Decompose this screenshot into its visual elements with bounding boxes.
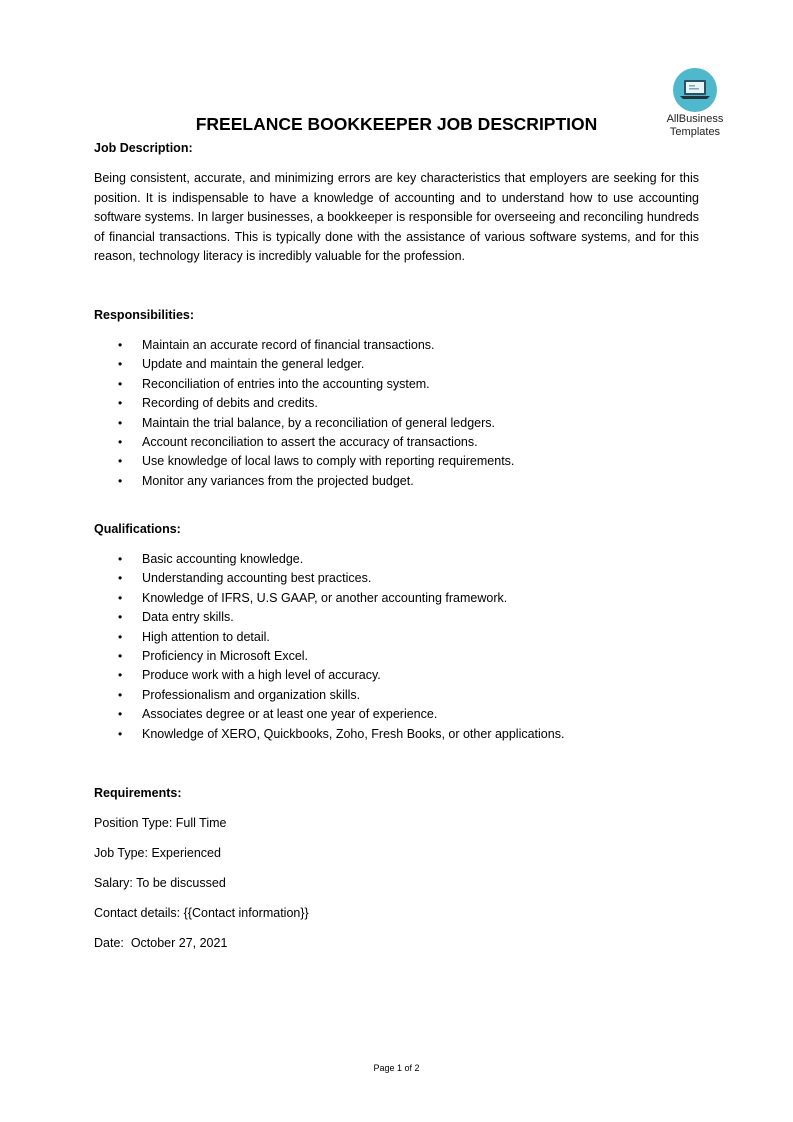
bullet-icon: • (118, 571, 123, 586)
bullet-icon: • (118, 473, 123, 488)
page-number: Page 1 of 2 (373, 1063, 420, 1073)
list-item: • Understanding accounting best practices. (94, 569, 699, 588)
list-item: • Update and maintain the general ledger. (94, 355, 699, 374)
list-item: • Produce work with a high level of accuracy. (94, 666, 699, 685)
list-item: • Monitor any variances from the projected budget. (94, 472, 699, 491)
document-title: FREELANCE BOOKKEEPER JOB DESCRIPTION (195, 114, 598, 134)
job-description-text: Being consistent, accurate, and minimizing errors are key characteristics that employers are seeking for this position. It is indispensable to have a knowledge of accounting and to understand how to use accounting software systems. In larger businesses, a bookkeeper is responsible for overseeing and reconciling hundreds of financial transactions. This is typically done with the assistance of various software systems, and for this reason, technology literacy is incredibly valuable for the profession. (94, 171, 699, 264)
bullet-icon: • (118, 648, 123, 663)
bullet-icon: • (118, 376, 123, 391)
bullet-icon: • (118, 454, 123, 469)
job-description-section (94, 140, 699, 267)
list-item: • Reconciliation of entries into the accounting system. (94, 375, 699, 394)
list-item: • Professionalism and organization skills. (94, 686, 699, 705)
qualifications-section (94, 521, 699, 744)
list-item: • Account reconciliation to assert the accuracy of transactions. (94, 433, 699, 452)
bullet-icon: • (118, 726, 123, 741)
qualifications-list (94, 550, 699, 744)
job-type: Job Type: Experienced (94, 846, 221, 860)
date: Date: October 27, 2021 (94, 936, 228, 950)
logo-line-1: AllBusiness (666, 113, 724, 125)
job-description-heading: Job Description: (94, 141, 193, 155)
list-item: • Knowledge of IFRS, U.S GAAP, or another accounting framework. (94, 589, 699, 608)
list-item: • High attention to detail. (94, 628, 699, 647)
responsibilities-list (94, 336, 699, 491)
list-item: • Data entry skills. (94, 608, 699, 627)
bullet-icon: • (118, 687, 123, 702)
bullet-icon: • (118, 610, 123, 625)
list-item: • Knowledge of XERO, Quickbooks, Zoho, Fresh Books, or other applications. (94, 725, 699, 744)
bullet-icon: • (118, 707, 123, 722)
contact-details: Contact details: {{Contact information}} (94, 906, 309, 920)
laptop-icon (673, 68, 717, 112)
position-type: Position Type: Full Time (94, 816, 227, 830)
list-item: • Associates degree or at least one year of experience. (94, 705, 699, 724)
bullet-icon: • (118, 396, 123, 411)
responsibilities-section (94, 307, 699, 491)
bullet-icon: • (118, 434, 123, 449)
list-item: • Use knowledge of local laws to comply with reporting requirements. (94, 452, 699, 471)
requirements-section (94, 785, 699, 965)
bullet-icon: • (118, 668, 123, 683)
bullet-icon: • (118, 629, 123, 644)
qualifications-heading: Qualifications: (94, 522, 181, 536)
bullet-icon: • (118, 590, 123, 605)
salary: Salary: To be discussed (94, 876, 226, 890)
requirements-heading: Requirements: (94, 786, 182, 800)
list-item: • Proficiency in Microsoft Excel. (94, 647, 699, 666)
bullet-icon: • (118, 415, 123, 430)
bullet-icon: • (118, 357, 123, 372)
logo-line-2: Templates (669, 126, 721, 138)
list-item: • Maintain the trial balance, by a reconciliation of general ledgers. (94, 414, 699, 433)
responsibilities-heading: Responsibilities: (94, 308, 195, 322)
bullet-icon: • (118, 338, 123, 352)
bullet-icon: • (118, 552, 123, 566)
list-item: • Recording of debits and credits. (94, 394, 699, 413)
list-item: • Basic accounting knowledge. (94, 550, 699, 569)
list-item: • Maintain an accurate record of financial transactions. (94, 336, 699, 355)
